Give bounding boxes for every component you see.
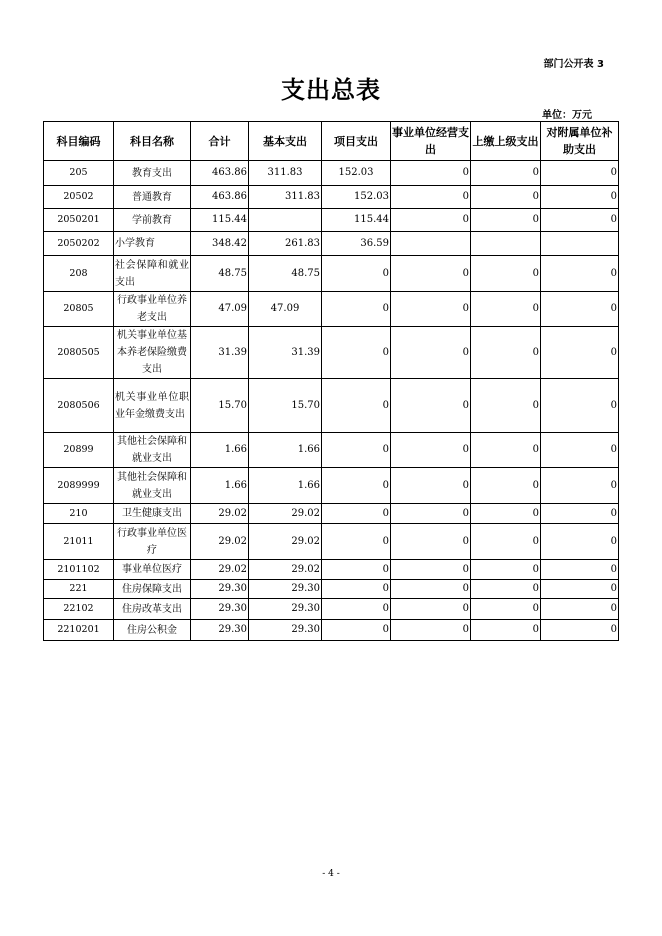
cell-business: 0 (391, 433, 471, 468)
table-row (44, 232, 619, 256)
cell-code: 208 (44, 256, 114, 292)
cell-name: 机关事业单位职业年金缴费支出 (114, 379, 191, 433)
cell-project: 0 (322, 580, 391, 599)
cell-subsidiary: 0 (541, 524, 619, 560)
cell-subsidiary: 0 (541, 256, 619, 292)
cell-code: 2089999 (44, 468, 114, 504)
cell-project: 0 (322, 599, 391, 620)
cell-total: 463.86 (191, 186, 249, 209)
cell-name: 其他社会保障和就业支出 (114, 433, 191, 468)
cell-name: 普通教育 (114, 186, 191, 209)
table-row (44, 379, 619, 433)
cell-upper: 0 (471, 504, 541, 524)
column-header: 事业单位经营支出 (391, 122, 471, 161)
cell-business: 0 (391, 504, 471, 524)
cell-upper: 0 (471, 620, 541, 641)
table-row (44, 468, 619, 504)
cell-code: 20502 (44, 186, 114, 209)
cell-project: 0 (322, 433, 391, 468)
cell-name: 住房保障支出 (114, 580, 191, 599)
unit-label: 单位：万元 (542, 110, 592, 121)
cell-basic: 47.09 (249, 292, 322, 327)
cell-subsidiary: 0 (541, 209, 619, 232)
expenditure-table (43, 121, 619, 641)
table-row (44, 256, 619, 292)
table-row (44, 327, 619, 379)
cell-basic: 29.02 (249, 524, 322, 560)
cell-code: 2080505 (44, 327, 114, 379)
cell-name: 教育支出 (114, 161, 191, 186)
column-header: 项目支出 (322, 122, 391, 161)
cell-project: 0 (322, 292, 391, 327)
cell-project: 152.03 (322, 161, 391, 186)
cell-total: 115.44 (191, 209, 249, 232)
cell-upper: 0 (471, 560, 541, 580)
cell-subsidiary: 0 (541, 468, 619, 504)
cell-business: 0 (391, 524, 471, 560)
form-id-label: 部门公开表 3 (543, 59, 604, 70)
cell-name: 机关事业单位基本养老保险缴费支出 (114, 327, 191, 379)
cell-basic: 29.30 (249, 580, 322, 599)
cell-total: 1.66 (191, 433, 249, 468)
cell-upper: 0 (471, 433, 541, 468)
cell-business: 0 (391, 256, 471, 292)
column-header: 科目名称 (114, 122, 191, 161)
cell-business (391, 232, 471, 256)
cell-upper (471, 232, 541, 256)
cell-code: 221 (44, 580, 114, 599)
cell-subsidiary: 0 (541, 580, 619, 599)
cell-basic: 31.39 (249, 327, 322, 379)
cell-upper: 0 (471, 524, 541, 560)
table-row (44, 560, 619, 580)
table-header-row (44, 122, 619, 161)
cell-business: 0 (391, 186, 471, 209)
cell-project: 0 (322, 560, 391, 580)
cell-name: 卫生健康支出 (114, 504, 191, 524)
cell-name: 住房改革支出 (114, 599, 191, 620)
cell-subsidiary: 0 (541, 504, 619, 524)
cell-project: 0 (322, 256, 391, 292)
table-row (44, 524, 619, 560)
cell-project: 0 (322, 379, 391, 433)
cell-basic: 48.75 (249, 256, 322, 292)
cell-code: 21011 (44, 524, 114, 560)
cell-business: 0 (391, 580, 471, 599)
cell-code: 2210201 (44, 620, 114, 641)
cell-business: 0 (391, 468, 471, 504)
cell-business: 0 (391, 599, 471, 620)
cell-project: 0 (322, 524, 391, 560)
cell-project: 0 (322, 504, 391, 524)
cell-upper: 0 (471, 599, 541, 620)
cell-code: 2101102 (44, 560, 114, 580)
cell-upper: 0 (471, 292, 541, 327)
table-row (44, 580, 619, 599)
cell-subsidiary: 0 (541, 433, 619, 468)
cell-subsidiary: 0 (541, 292, 619, 327)
cell-business: 0 (391, 292, 471, 327)
cell-subsidiary: 0 (541, 161, 619, 186)
cell-total: 47.09 (191, 292, 249, 327)
cell-basic: 29.02 (249, 504, 322, 524)
cell-total: 48.75 (191, 256, 249, 292)
cell-business: 0 (391, 161, 471, 186)
column-header: 合计 (191, 122, 249, 161)
cell-name: 住房公积金 (114, 620, 191, 641)
page-title: 支出总表 (281, 76, 381, 104)
cell-basic: 311.83 (249, 161, 322, 186)
table-row (44, 599, 619, 620)
cell-business: 0 (391, 560, 471, 580)
cell-subsidiary: 0 (541, 560, 619, 580)
cell-name: 其他社会保障和就业支出 (114, 468, 191, 504)
cell-code: 20899 (44, 433, 114, 468)
cell-project: 0 (322, 468, 391, 504)
cell-subsidiary: 0 (541, 599, 619, 620)
cell-basic: 29.30 (249, 620, 322, 641)
table-row (44, 209, 619, 232)
cell-upper: 0 (471, 580, 541, 599)
cell-total: 29.30 (191, 599, 249, 620)
cell-total: 463.86 (191, 161, 249, 186)
cell-upper: 0 (471, 209, 541, 232)
cell-basic: 1.66 (249, 433, 322, 468)
cell-name: 学前教育 (114, 209, 191, 232)
cell-basic: 29.30 (249, 599, 322, 620)
cell-code: 210 (44, 504, 114, 524)
cell-business: 0 (391, 327, 471, 379)
cell-project: 0 (322, 327, 391, 379)
cell-code: 2050202 (44, 232, 114, 256)
cell-basic: 15.70 (249, 379, 322, 433)
cell-name: 行政事业单位医疗 (114, 524, 191, 560)
cell-basic: 261.83 (249, 232, 322, 256)
cell-total: 15.70 (191, 379, 249, 433)
cell-subsidiary: 0 (541, 620, 619, 641)
cell-basic: 29.02 (249, 560, 322, 580)
cell-subsidiary: 0 (541, 327, 619, 379)
cell-code: 205 (44, 161, 114, 186)
cell-code: 2080506 (44, 379, 114, 433)
table-row (44, 620, 619, 641)
cell-subsidiary: 0 (541, 379, 619, 433)
table-row (44, 292, 619, 327)
cell-upper: 0 (471, 468, 541, 504)
table-row (44, 186, 619, 209)
cell-total: 29.02 (191, 504, 249, 524)
table-row (44, 433, 619, 468)
table-row (44, 161, 619, 186)
cell-business: 0 (391, 209, 471, 232)
cell-upper: 0 (471, 379, 541, 433)
column-header: 科目编码 (44, 122, 114, 161)
cell-basic: 1.66 (249, 468, 322, 504)
cell-upper: 0 (471, 327, 541, 379)
cell-name: 小学教育 (114, 232, 191, 256)
page-number: - 4 - (322, 869, 340, 879)
cell-basic (249, 209, 322, 232)
table-row (44, 504, 619, 524)
column-header: 上缴上级支出 (471, 122, 541, 161)
cell-total: 29.02 (191, 524, 249, 560)
cell-total: 1.66 (191, 468, 249, 504)
cell-subsidiary (541, 232, 619, 256)
cell-business: 0 (391, 379, 471, 433)
cell-code: 20805 (44, 292, 114, 327)
cell-code: 2050201 (44, 209, 114, 232)
cell-project: 36.59 (322, 232, 391, 256)
cell-project: 115.44 (322, 209, 391, 232)
cell-name: 社会保障和就业支出 (114, 256, 191, 292)
cell-upper: 0 (471, 161, 541, 186)
cell-total: 29.02 (191, 560, 249, 580)
cell-business: 0 (391, 620, 471, 641)
cell-name: 行政事业单位养老支出 (114, 292, 191, 327)
cell-subsidiary: 0 (541, 186, 619, 209)
cell-total: 29.30 (191, 620, 249, 641)
cell-basic: 311.83 (249, 186, 322, 209)
cell-total: 29.30 (191, 580, 249, 599)
column-header: 基本支出 (249, 122, 322, 161)
cell-name: 事业单位医疗 (114, 560, 191, 580)
cell-upper: 0 (471, 186, 541, 209)
cell-project: 152.03 (322, 186, 391, 209)
cell-project: 0 (322, 620, 391, 641)
cell-code: 22102 (44, 599, 114, 620)
cell-total: 348.42 (191, 232, 249, 256)
cell-total: 31.39 (191, 327, 249, 379)
cell-upper: 0 (471, 256, 541, 292)
column-header: 对附属单位补助支出 (541, 122, 619, 161)
